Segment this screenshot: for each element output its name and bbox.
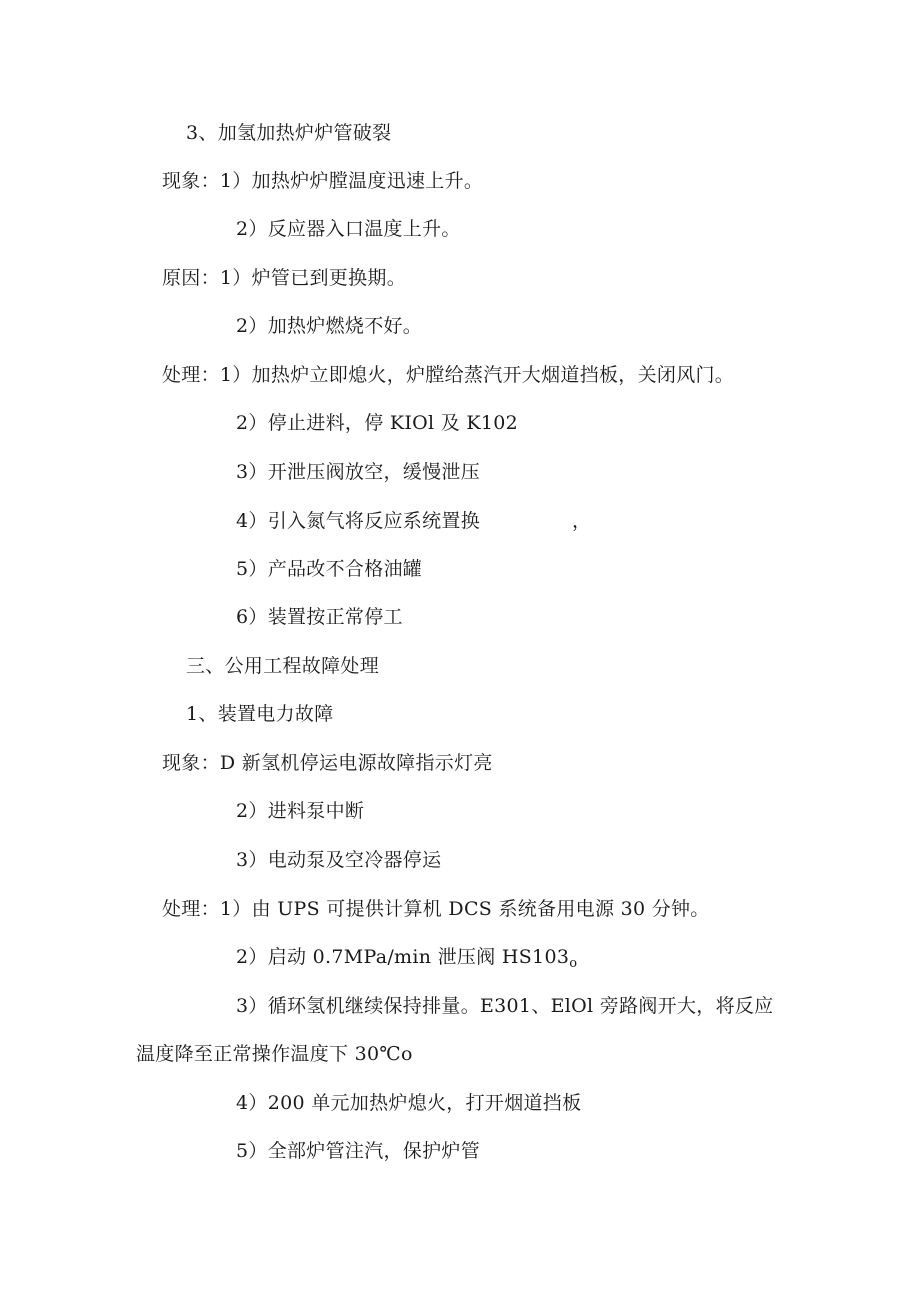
power-handling-line-2-subscript: o bbox=[569, 956, 578, 971]
power-symptom-line-2: 2）进料泵中断 bbox=[236, 800, 365, 822]
power-handling-line-2 bbox=[236, 944, 577, 977]
power-handling-line-3-continued: 温度降至正常操作温度下 30℃o bbox=[136, 1043, 413, 1065]
handling-line-5: 5）产品改不合格油罐 bbox=[236, 558, 423, 580]
power-symptom-line-3: 3）电动泵及空冷器停运 bbox=[236, 849, 442, 871]
handling-line-3: 3）开泄压阀放空，缓慢泄压 bbox=[236, 461, 480, 483]
power-handling-line-5: 5）全部炉管注汽，保护炉管 bbox=[236, 1140, 480, 1162]
heading-power-failure: 1、装置电力故障 bbox=[186, 703, 334, 725]
cause-line-1: 原因：1）炉管已到更换期。 bbox=[162, 267, 406, 289]
handling-line-6: 6）装置按正常停工 bbox=[236, 606, 403, 628]
stray-comma: ， bbox=[572, 510, 592, 532]
power-handling-line-2-text: 2）启动 0.7MPa/min 泄压阀 HS103 bbox=[236, 946, 570, 968]
section-heading-utility-failure: 三、公用工程故障处理 bbox=[186, 655, 380, 677]
symptom-line-2: 2）反应器入口温度上升。 bbox=[236, 218, 461, 240]
symptom-line-1: 现象：1）加热炉炉膛温度迅速上升。 bbox=[162, 170, 484, 192]
cause-line-2: 2）加热炉燃烧不好。 bbox=[236, 315, 423, 337]
handling-line-1: 处理：1）加热炉立即熄火，炉膛给蒸汽开大烟道挡板，关闭风门。 bbox=[162, 364, 735, 386]
power-handling-line-4: 4）200 单元加热炉熄火，打开烟道挡板 bbox=[236, 1092, 582, 1114]
power-handling-line-1: 处理：1）由 UPS 可提供计算机 DCS 系统备用电源 30 分钟。 bbox=[162, 898, 710, 920]
power-handling-line-3: 3）循环氢机继续保持排量。E301、ElOl 旁路阀开大，将反应 bbox=[236, 995, 774, 1017]
heading-furnace-tube-rupture: 3、加氢加热炉炉管破裂 bbox=[186, 122, 392, 144]
power-symptom-line-1: 现象：D 新氢机停运电源故障指示灯亮 bbox=[162, 752, 493, 774]
handling-line-2: 2）停止进料，停 KIOl 及 K102 bbox=[236, 412, 519, 434]
handling-line-4: 4）引入氮气将反应系统置换 bbox=[236, 510, 480, 532]
